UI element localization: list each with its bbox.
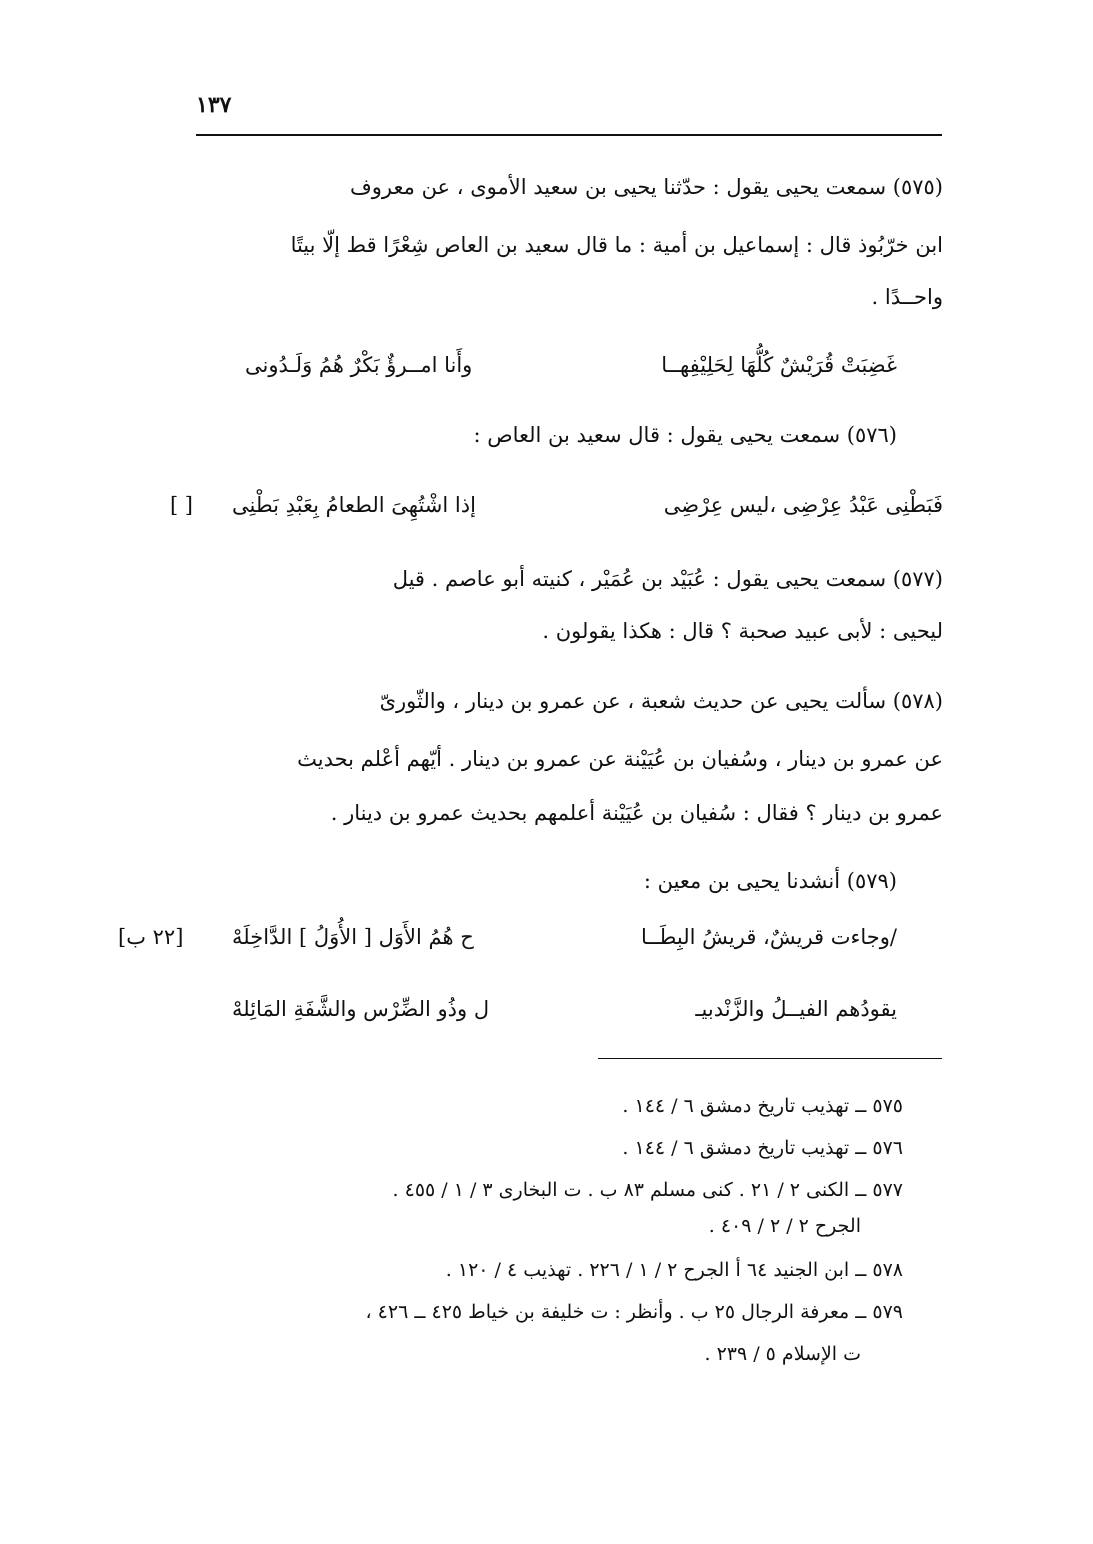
verse-1-first-hemistich: غَضِبَتْ قُرَيْشٌ كُلُّهَا لِحَلِيْفِهــا xyxy=(661,353,897,377)
footnote-579: ٥٧٩ ــ معرفة الرجال ٢٥ ب . وأنظر : ت خليفة بن خياط ٤٢٥ ــ ٤٢٦ ، xyxy=(365,1301,903,1323)
page-number: ١٣٧ xyxy=(196,92,232,118)
paragraph-575-line-2: ابن خرّبُوذ قال : إسماعيل بن أمية : ما قال سعيد بن العاص شِعْرًا قط إلّا بيتًا xyxy=(290,233,943,257)
verse-2-bracket: [ ] xyxy=(169,493,193,517)
paragraph-578-line-2: عن عمرو بن دينار ، وسُفيان بن عُيَيْنة عن عمرو بن دينار . أيّهم أعْلم بحديث xyxy=(297,747,943,771)
paragraph-575-line-3: واحــدًا . xyxy=(871,285,943,309)
paragraph-578-line-1: (٥٧٨) سألت يحيى عن حديث شعبة ، عن عمرو بن دينار ، والثّورىّ xyxy=(379,689,943,713)
footnote-578: ٥٧٨ ــ ابن الجنيد ٦٤ أ الجرح ٢ / ١ / ٢٢٦ . تهذيب ٤ / ١٢٠ . xyxy=(445,1259,903,1281)
verse-1-second-hemistich: وأَنا امــرؤٌ بَكْرٌ هُمُ وَلَـدُونى xyxy=(245,353,473,377)
verse-2-first-hemistich: فَبَطْنِى عَبْدُ عِرْضِى ،ليس عِرْضِى xyxy=(663,493,943,517)
footnote-rule xyxy=(598,1058,942,1059)
header-rule xyxy=(196,134,942,136)
footnote-575: ٥٧٥ ــ تهذيب تاريخ دمشق ٦ / ١٤٤ . xyxy=(622,1095,903,1117)
verse-3-second-hemistich: ح هُمُ الأَوَل [ الأُوَلُ ] الدَّاخِلَهْ xyxy=(232,925,474,949)
footnote-577-continuation: الجرح ٢ / ٢ / ٤٠٩ . xyxy=(708,1215,861,1237)
footnote-579-continuation: ت الإسلام ٥ / ٢٣٩ . xyxy=(704,1343,861,1365)
paragraph-579-line-1: (٥٧٩) أنشدنا يحيى بن معين : xyxy=(643,869,897,893)
paragraph-578-line-3: عمرو بن دينار ؟ فقال : سُفيان بن عُيَيْنة أعلمهم بحديث عمرو بن دينار . xyxy=(330,801,943,825)
verse-4-first-hemistich: يقودُهم الفيــلُ والزَّنْدبيـ xyxy=(695,997,897,1021)
folio-marker: [٢٢ ب] xyxy=(118,925,184,949)
paragraph-577-line-2: ليحيى : لأبى عبيد صحبة ؟ قال : هكذا يقولون . xyxy=(542,619,943,643)
verse-2-second-hemistich: إذا اشْتُهِىَ الطعامُ بِعَبْدِ بَطْنِى xyxy=(232,493,476,517)
paragraph-577-line-1: (٥٧٧) سمعت يحيى يقول : عُبَيْد بن عُمَيْر ، كنيته أبو عاصم . قيل xyxy=(392,567,943,591)
paragraph-575-line-1: (٥٧٥) سمعت يحيى يقول : حدّثنا يحيى بن سعيد الأموى ، عن معروف xyxy=(350,175,943,199)
verse-3-first-hemistich: /وجاءت قريشٌ، قريشُ البِطَــا xyxy=(640,925,897,949)
verse-4-second-hemistich: ل وذُو الضِّرْس والشَّفَةِ المَائِلهْ xyxy=(232,997,490,1021)
footnote-577: ٥٧٧ ــ الكنى ٢ / ٢١ . كنى مسلم ٨٣ ب . ت البخارى ٣ / ١ / ٤٥٥ . xyxy=(392,1179,903,1201)
footnote-576: ٥٧٦ ــ تهذيب تاريخ دمشق ٦ / ١٤٤ . xyxy=(622,1137,903,1159)
paragraph-576-line-1: (٥٧٦) سمعت يحيى يقول : قال سعيد بن العاص : xyxy=(473,423,897,447)
